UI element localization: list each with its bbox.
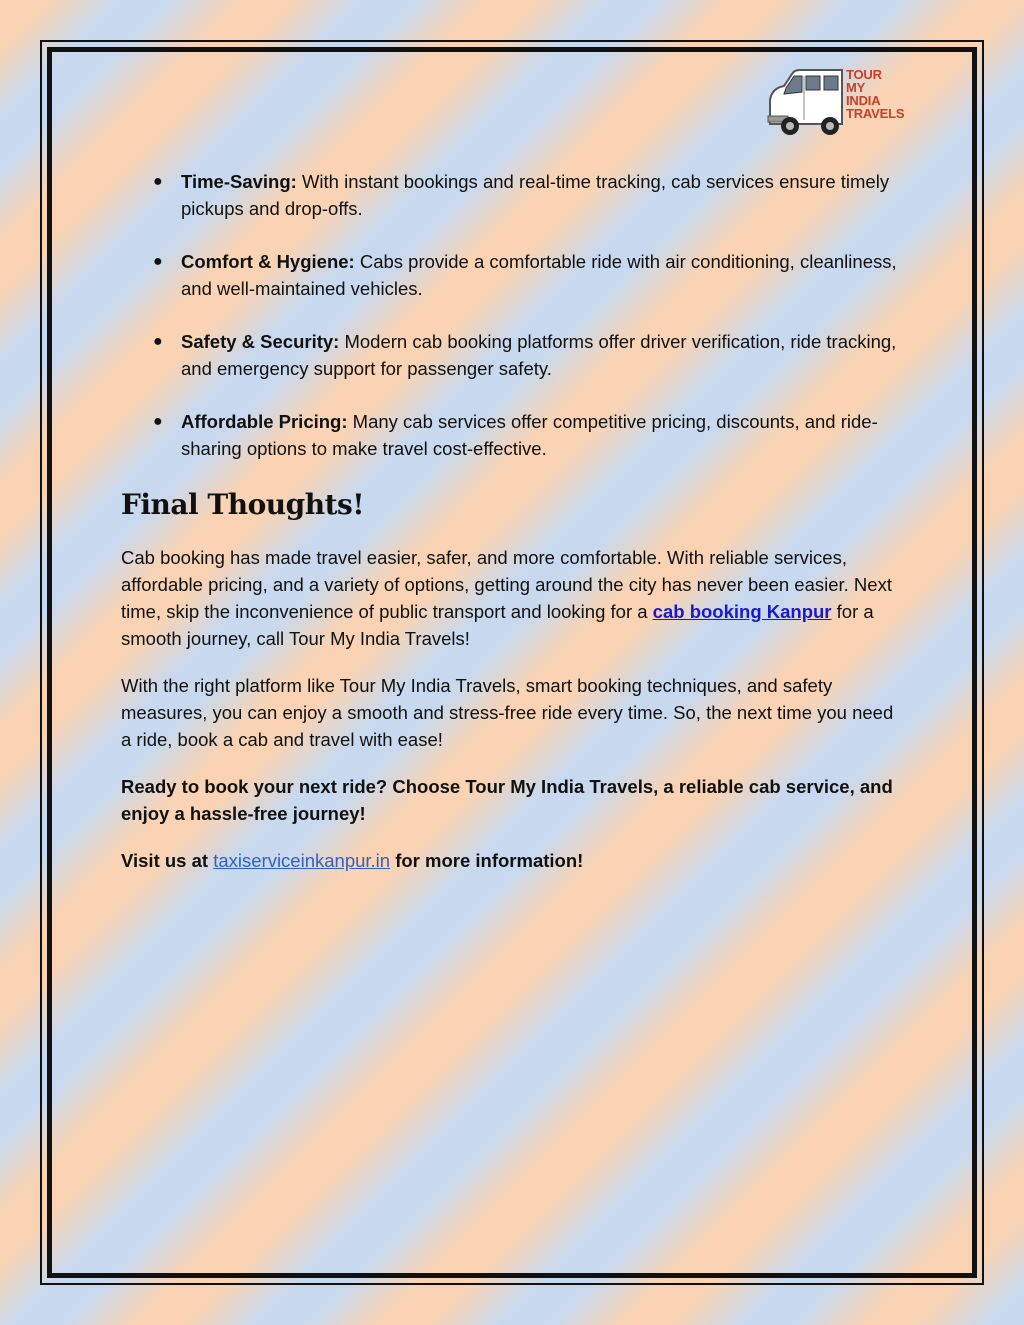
tour-my-india-travels-logo [766,64,905,144]
visit-text: Visit us at [121,850,214,871]
benefits-list [121,168,901,462]
bullet-icon: ● [153,253,163,270]
paragraph-text: for a smooth journey, call Tour My India Travels! [121,601,874,649]
bullet-title: Time-Saving: [181,171,297,192]
list-item [121,248,901,302]
bullet-text: Cabs provide a comfortable ride with air conditioning, cleanliness, and well-maintained vehicles. [181,251,897,299]
call-to-action [121,773,901,827]
bullet-title: Comfort & Hygiene: [181,251,355,272]
tempo-traveller-van-icon [766,64,846,144]
bullet-title: Safety & Security: [181,331,340,352]
paragraph-platform: With the right platform like Tour My India Travels, smart booking techniques, and safety measures, you can enjoy a smooth and stress-free ride every time. So, the next time you need a ride, book a cab and travel with ease! [121,675,894,750]
list-item [121,408,901,462]
bullet-text: Modern cab booking platforms offer driver verification, ride tracking, and emergency support for passenger safety. [181,331,897,379]
logo-line: TOUR [846,67,882,82]
logo-wordmark [846,68,904,120]
bullet-title: Affordable Pricing: [181,411,348,432]
document-body [121,168,901,894]
logo-line: INDIA [846,93,881,108]
visit-line [121,847,901,874]
section-heading: Final Thoughts! [121,488,365,521]
list-item [121,168,901,222]
bullet-text: With instant bookings and real-time tracking, cab services ensure timely pickups and drop-offs. [181,171,890,219]
bullet-icon: ● [153,333,163,350]
website-link[interactable]: taxiserviceinkanpur.in [213,850,391,871]
list-item [121,328,901,382]
bullet-text: Many cab services offer competitive pricing, discounts, and ride-sharing options to make travel cost-effective. [181,411,878,459]
visit-text: for more information! [390,850,584,871]
paragraph-text: Cab booking has made travel easier, safer, and more comfortable. With reliable services, affordable pricing, and a variety of options, getting around the city has never been easier. Next time, skip the inconvenience of public transport and looking for a [121,547,892,622]
bullet-icon: ● [153,173,163,190]
logo-line: TRAVELS [846,106,905,121]
cab-booking-kanpur-link[interactable]: cab booking Kanpur [652,601,832,622]
bullet-icon: ● [153,413,163,430]
cta-text: Ready to book your next ride? Choose Tour My India Travels, a reliable cab service, and enjoy a hassle-free journey! [121,776,893,824]
logo-line: MY [846,80,866,95]
paragraph-intro [121,544,901,652]
